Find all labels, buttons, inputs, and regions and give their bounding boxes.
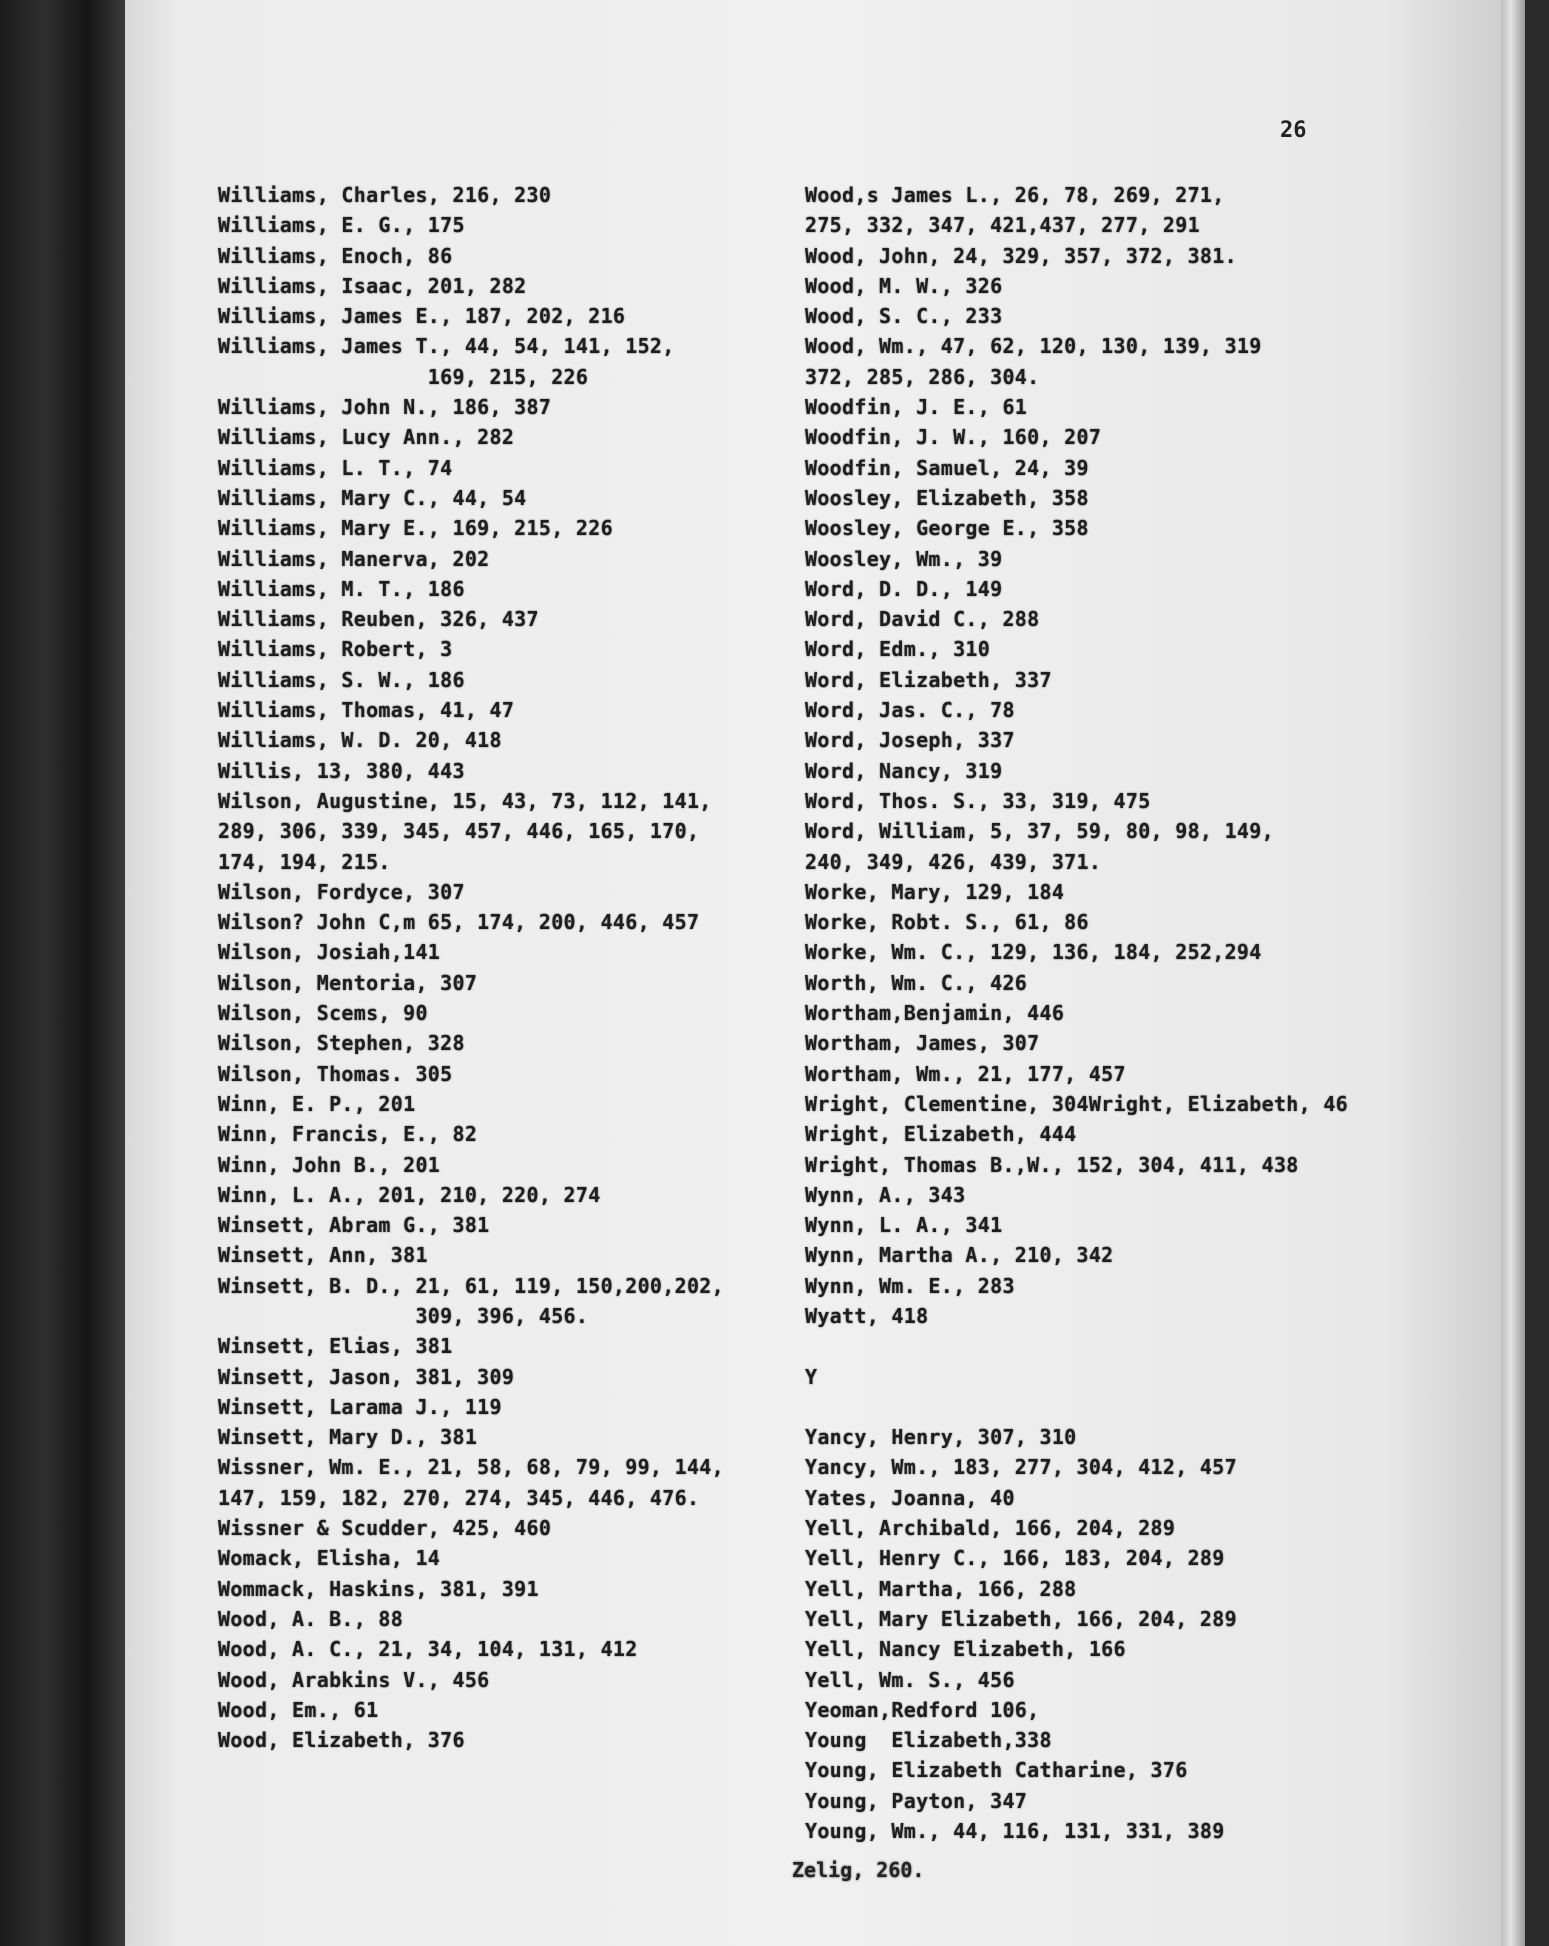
index-entry: Young, Elizabeth Catharine, 376 [805,1758,1188,1783]
index-entry: Winsett, Jason, 381, 309 [218,1364,515,1389]
index-entry: Wilson, Josiah,141 [218,940,441,965]
index-entry: Wilson? John C,m 65, 174, 200, 446, 457 [218,910,700,935]
index-entry: Yell, Mary Elizabeth, 166, 204, 289 [805,1606,1237,1631]
index-entry: Wright, Clementine, 304Wright, Elizabeth, 46 [805,1091,1349,1116]
index-entry: Word, Joseph, 337 [805,728,1015,753]
footer-entry: Zelig, 260. [792,1858,925,1882]
index-entry: 275, 332, 347, 421,437, 277, 291 [805,213,1200,238]
index-entry: Williams, Robert, 3 [218,637,453,662]
index-entry: Yell, Henry C., 166, 183, 204, 289 [805,1546,1225,1571]
index-entry: Williams, L. T., 74 [218,455,453,480]
index-entry: Wortham,Benjamin, 446 [805,1001,1065,1026]
index-entry: Word, David C., 288 [805,607,1040,632]
index-entry: Wright, Elizabeth, 444 [805,1122,1077,1147]
index-entry: Young, Payton, 347 [805,1788,1028,1813]
index-entry: Williams, Lucy Ann., 282 [218,425,515,450]
index-entry: Yates, Joanna, 40 [805,1485,1015,1510]
index-entry: Winsett, B. D., 21, 61, 119, 150,200,202, [218,1273,724,1298]
index-entry: Wood, Elizabeth, 376 [218,1728,465,1753]
index-entry: Woosley, George E., 358 [805,516,1089,541]
index-entry: Wood, Em., 61 [218,1697,379,1722]
index-entry: Wilson, Fordyce, 307 [218,879,465,904]
index-entry: Winsett, Mary D., 381 [218,1425,478,1450]
index-entry: Word, Elizabeth, 337 [805,667,1052,692]
index-entry: Wood, M. W., 326 [805,273,1003,298]
index-column-left [218,180,724,1755]
index-entry: Williams, Mary E., 169, 215, 226 [218,516,613,541]
index-entry: Yell, Martha, 166, 288 [805,1576,1077,1601]
index-entry: Wissner, Wm. E., 21, 58, 68, 79, 99, 144, [218,1455,724,1480]
index-entry: Wood, Arabkins V., 456 [218,1667,490,1692]
index-entry: Wynn, Martha A., 210, 342 [805,1243,1114,1268]
index-entry: Winn, L. A., 201, 210, 220, 274 [218,1182,601,1207]
index-entry: Woosley, Elizabeth, 358 [805,485,1089,510]
index-entry: Williams, Manerva, 202 [218,546,490,571]
index-entry: Yeoman,Redford 106, [805,1697,1040,1722]
index-entry: Wilson, Stephen, 328 [218,1031,465,1056]
index-entry: Wood, A. C., 21, 34, 104, 131, 412 [218,1637,638,1662]
index-entry: Williams, E. G., 175 [218,213,465,238]
index-entry: Worke, Mary, 129, 184 [805,879,1065,904]
index-entry: Word, D. D., 149 [805,576,1003,601]
index-entry: 147, 159, 182, 270, 274, 345, 446, 476. [218,1485,700,1510]
index-entry: Williams, Thomas, 41, 47 [218,698,515,723]
index-entry: Wilson, Scems, 90 [218,1001,428,1026]
index-entry: Williams, S. W., 186 [218,667,465,692]
index-entry: Wood, John, 24, 329, 357, 372, 381. [805,243,1237,268]
index-entry: Yancy, Wm., 183, 277, 304, 412, 457 [805,1455,1237,1480]
index-entry: Winsett, Larama J., 119 [218,1394,502,1419]
index-entry: Wood, A. B., 88 [218,1606,404,1631]
index-entry: Williams, Charles, 216, 230 [218,183,552,207]
index-entry: Wissner & Scudder, 425, 460 [218,1516,552,1541]
index-entry: Woosley, Wm., 39 [805,546,1003,571]
index-entry: Williams, Reuben, 326, 437 [218,607,539,632]
index-entry: Winn, John B., 201 [218,1152,441,1177]
book-gutter-shadow [0,0,125,1946]
index-entry: Word, William, 5, 37, 59, 80, 98, 149, [805,819,1274,844]
index-entry [805,1331,1348,1361]
index-entry: Young Elizabeth,338 [805,1728,1052,1753]
index-entry: Word, Thos. S., 33, 319, 475 [805,788,1151,813]
index-entry: 169, 215, 226 [218,364,589,389]
index-entry: Wynn, L. A., 341 [805,1213,1003,1238]
index-entry: Wyatt, 418 [805,1303,929,1328]
index-entry: Williams, Enoch, 86 [218,243,453,268]
index-entry: Wilson, Mentoria, 307 [218,970,478,995]
index-entry: Worke, Robt. S., 61, 86 [805,910,1089,935]
index-entry: Woodfin, J. W., 160, 207 [805,425,1102,450]
index-entry: 289, 306, 339, 345, 457, 446, 165, 170, [218,819,700,844]
index-entry: Wright, Thomas B.,W., 152, 304, 411, 438 [805,1152,1299,1177]
index-column-right [805,180,1348,1846]
index-entry: Williams, W. D. 20, 418 [218,728,502,753]
index-entry: Wilson, Thomas. 305 [218,1061,453,1086]
index-entry: Williams, Mary C., 44, 54 [218,485,527,510]
index-entry: Wood, S. C., 233 [805,304,1003,329]
index-entry: Wortham, Wm., 21, 177, 457 [805,1061,1126,1086]
index-entry: Wood,s James L., 26, 78, 269, 271, [805,183,1225,207]
index-entry: 309, 396, 456. [218,1303,589,1328]
index-entry: Winsett, Ann, 381 [218,1243,428,1268]
index-entry: Word, Edm., 310 [805,637,991,662]
index-entry: Word, Nancy, 319 [805,758,1003,783]
index-entry: Young, Wm., 44, 116, 131, 331, 389 [805,1819,1225,1844]
index-entry: Worth, Wm. C., 426 [805,970,1028,995]
index-entry: Yell, Archibald, 166, 204, 289 [805,1516,1176,1541]
index-entry: Worke, Wm. C., 129, 136, 184, 252,294 [805,940,1262,965]
index-entry: Williams, James T., 44, 54, 141, 152, [218,334,675,359]
index-entry [805,1392,1348,1422]
index-entry: Winn, Francis, E., 82 [218,1122,478,1147]
index-entry: 372, 285, 286, 304. [805,364,1040,389]
index-entry: Yancy, Henry, 307, 310 [805,1425,1077,1450]
index-entry: Willis, 13, 380, 443 [218,758,465,783]
index-entry: Williams, James E., 187, 202, 216 [218,304,626,329]
index-entry: Wynn, A., 343 [805,1182,966,1207]
index-entry: 174, 194, 215. [218,849,391,874]
index-entry: Williams, John N., 186, 387 [218,395,552,420]
page-edge [1501,0,1525,1946]
index-entry: Womack, Elisha, 14 [218,1546,441,1571]
index-entry: Winsett, Abram G., 381 [218,1213,490,1238]
index-entry: Woodfin, J. E., 61 [805,395,1028,420]
index-entry: Wommack, Haskins, 381, 391 [218,1576,539,1601]
index-entry: Wilson, Augustine, 15, 43, 73, 112, 141, [218,788,712,813]
index-entry: Wynn, Wm. E., 283 [805,1273,1015,1298]
index-entry: Winsett, Elias, 381 [218,1334,453,1359]
index-entry: 240, 349, 426, 439, 371. [805,849,1102,874]
index-entry: Wortham, James, 307 [805,1031,1040,1056]
index-entry: Word, Jas. C., 78 [805,698,1015,723]
index-entry: Y [805,1364,818,1389]
index-entry: Yell, Nancy Elizabeth, 166 [805,1637,1126,1662]
index-entry: Williams, Isaac, 201, 282 [218,273,527,298]
page-number: 26 [1280,118,1307,143]
index-entry: Winn, E. P., 201 [218,1091,416,1116]
index-entry: Woodfin, Samuel, 24, 39 [805,455,1089,480]
index-entry: Yell, Wm. S., 456 [805,1667,1015,1692]
index-entry: Wood, Wm., 47, 62, 120, 130, 139, 319 [805,334,1262,359]
index-entry: Williams, M. T., 186 [218,576,465,601]
